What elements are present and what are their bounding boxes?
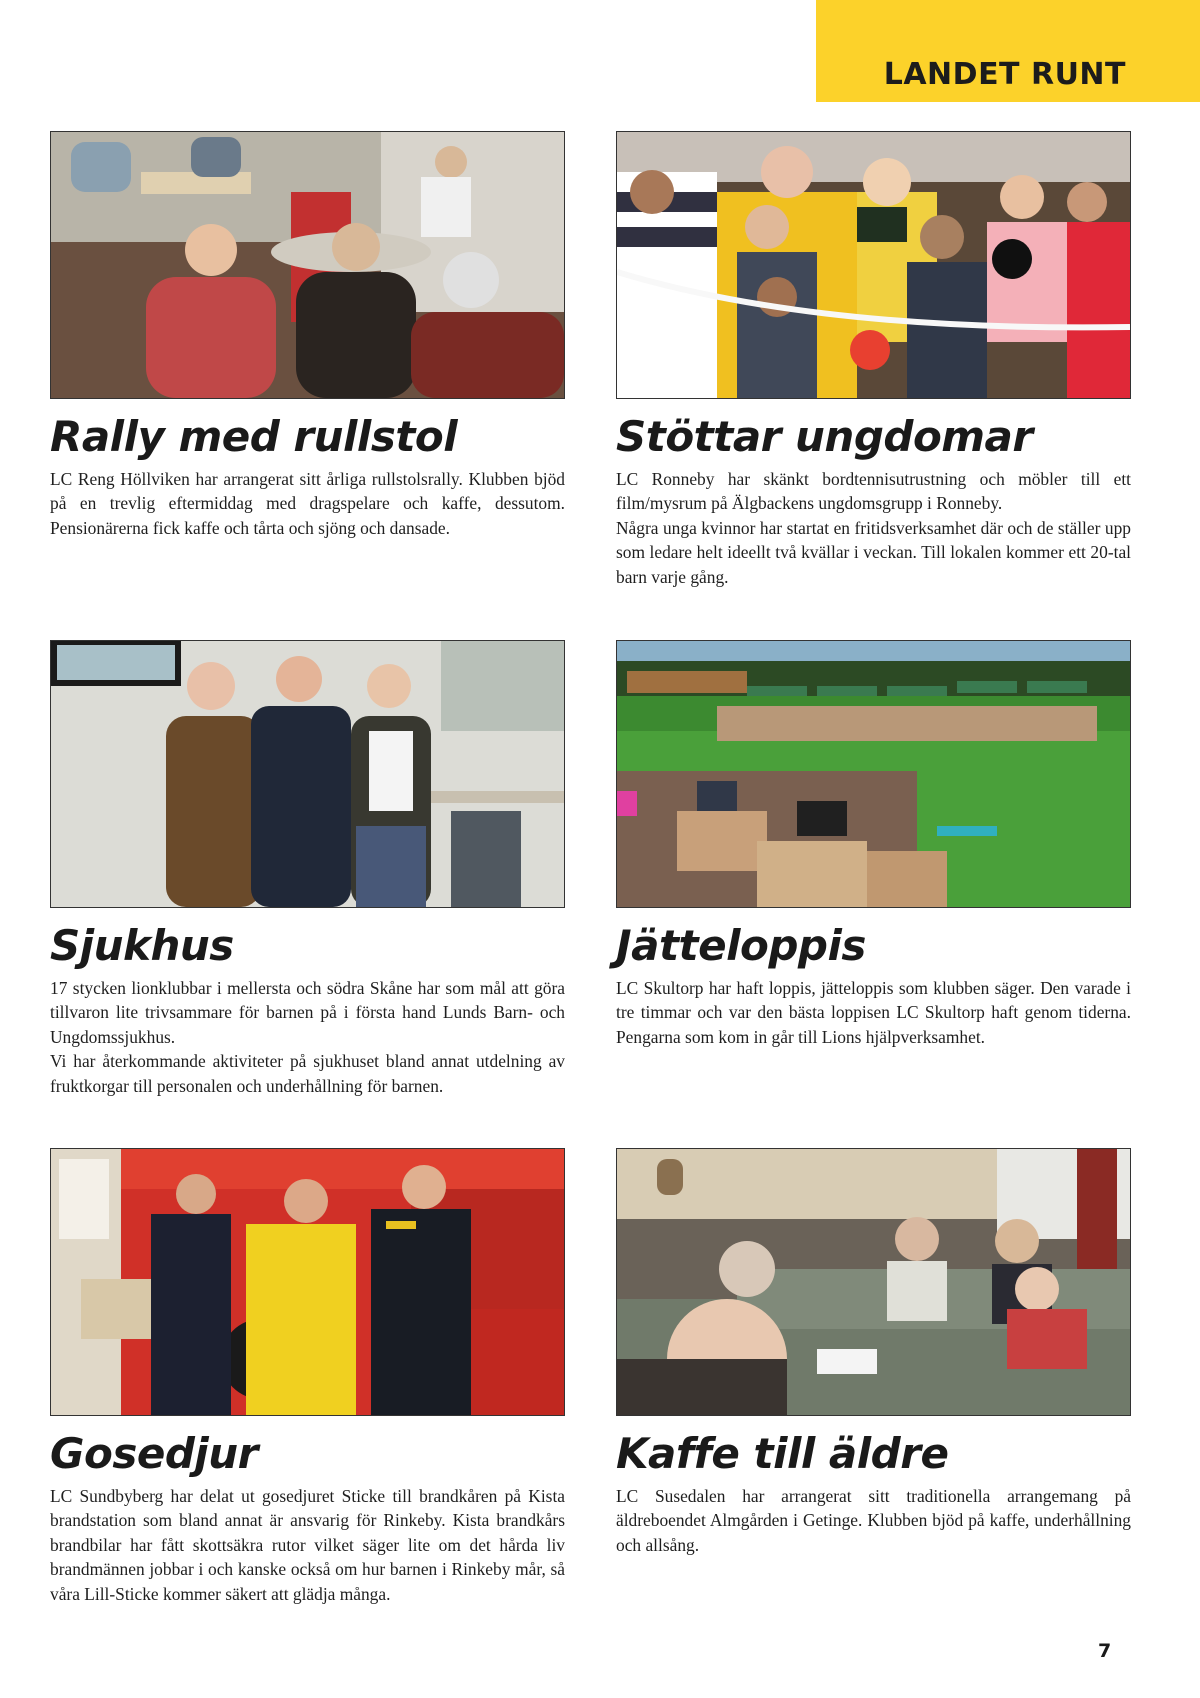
article-jatteloppis <box>616 640 1131 1049</box>
article-rally-med-rullstol <box>50 131 565 540</box>
article-paragraph: 17 stycken lionklubbar i mellersta och södra Skåne har som mål att göra tillvaron lite trivsammare för barnen på i första hand Lunds Barn- och Ungdomssjukhus. <box>50 978 565 1047</box>
article-paragraph: LC Sundbyberg har delat ut gosedjuret Sticke till brandkåren på Kista brandstation som bland annat är ansvarig för Rinkeby. Kista brandkårs brandbilar har fått skottsäkra rutor vilket säger lite om det hårda liv brandmännen jobbar i och kanske också om hur barnen i Rinkeby mår, så våra Lill-Sticke kommer säkert att glädja många. <box>50 1486 565 1604</box>
article-paragraph: LC Reng Höllviken har arrangerat sitt årliga rullstolsrally. Klubben bjöd på en trevlig eftermiddag med dragspelare och kaffe, dessutom. Pensionärerna fick kaffe och tårta och sjöng och dansade. <box>50 469 565 538</box>
section-label: LANDET RUNT <box>883 57 1126 92</box>
article-photo <box>50 1148 565 1416</box>
article-body <box>616 976 1131 1049</box>
article-photo <box>616 640 1131 908</box>
article-photo <box>50 131 565 399</box>
article-body <box>50 467 565 540</box>
article-headline: Gosedjur <box>50 1429 258 1478</box>
article-paragraph: Vi har återkommande aktiviteter på sjukhuset bland annat utdelning av fruktkorgar till personalen och underhållning för barnen. <box>50 1051 565 1096</box>
article-headline: Jätteloppis <box>616 921 866 970</box>
article-paragraph: Några unga kvinnor har startat en fritidsverksamhet där och de ställer upp som ledare helt ideellt två kvällar i veckan. Till lokalen kommer ett 20-tal barn varje gång. <box>616 517 1131 587</box>
article-paragraph: LC Susedalen har arrangerat sitt traditionella arrangemang på äldreboendet Almgården i Getinge. Klubben bjöd på kaffe, underhållning och allsång. <box>616 1486 1131 1555</box>
article-paragraph: LC Skultorp har haft loppis, jätteloppis som klubben säger. Den varade i tre timmar och var den bästa loppisen LC Skultorp haft genom tiderna. Pengarna som kom in går till Lions hjälpverksamhet. <box>616 978 1131 1047</box>
section-label-tab <box>816 0 1200 102</box>
article-gosedjur <box>50 1148 565 1606</box>
article-body <box>50 976 565 1098</box>
article-photo <box>616 131 1131 399</box>
article-stottar-ungdomar <box>616 131 1131 589</box>
article-photo <box>50 640 565 908</box>
article-body <box>616 467 1131 589</box>
page-number: 7 <box>1098 1640 1112 1662</box>
article-body <box>50 1484 565 1606</box>
article-sjukhus <box>50 640 565 1098</box>
article-headline: Stöttar ungdomar <box>616 412 1033 461</box>
article-body <box>616 1484 1131 1557</box>
article-headline: Rally med rullstol <box>50 412 458 461</box>
article-kaffe-till-aldre <box>616 1148 1131 1557</box>
article-headline: Kaffe till äldre <box>616 1429 949 1478</box>
article-photo <box>616 1148 1131 1416</box>
article-headline: Sjukhus <box>50 921 234 970</box>
article-paragraph: LC Ronneby har skänkt bordtennisutrustning och möbler till ett film/mysrum på Älgbackens ungdomsgrupp i Ronneby. <box>616 469 1131 514</box>
